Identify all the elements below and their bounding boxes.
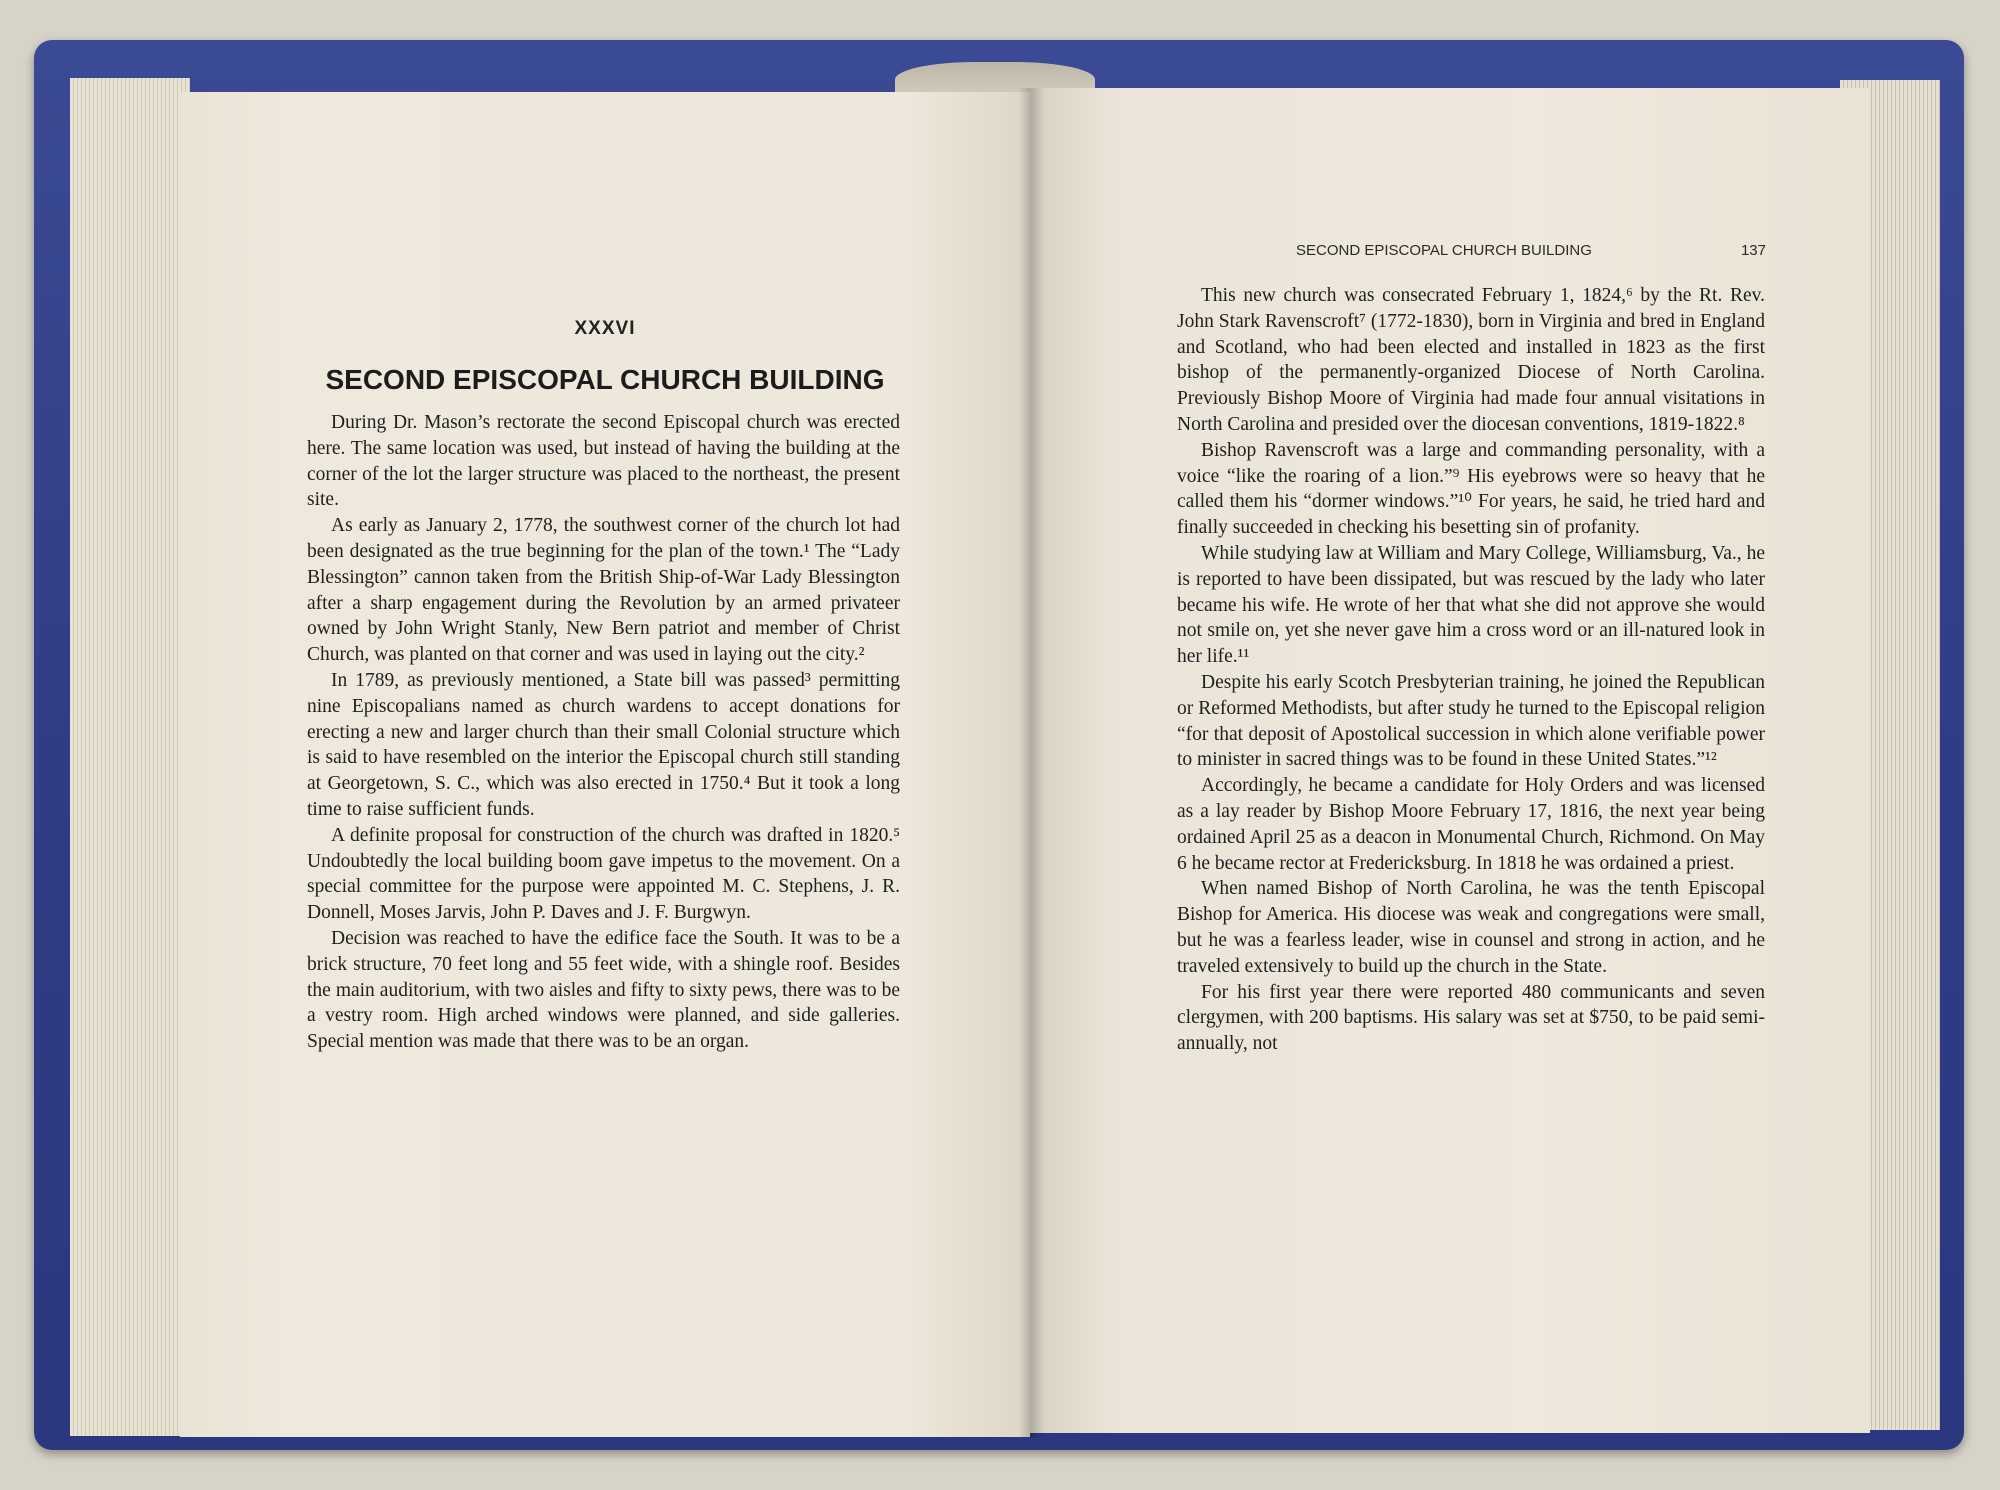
paragraph: While studying law at William and Mary College, Williamsburg, Va., he is reported to have been dissipated, but was rescued by the lady who later became his wife. He wrote of her that what she did not approve she would not smile on, yet she never gave him a cross word or an ill-natured look in her life.¹¹: [1177, 542, 1765, 668]
paragraph: In 1789, as previously mentioned, a State bill was passed³ permitting nine Episcopalians named as church wardens to accept donations for erecting a new and larger church than their small Colonial structure which is said to have resembled on the interior the Episcopal church still standing at Georgetown, S. C., which was also erected in 1750.⁴ But it took a long time to raise sufficient funds.: [307, 669, 900, 820]
gutter-shadow: [1018, 88, 1044, 1438]
chapter-title: SECOND EPISCOPAL CHURCH BUILDING: [325, 364, 885, 395]
paragraph: As early as January 2, 1778, the southwest corner of the church lot had been designated as the true beginning for the plan of the town.¹ The “Lady Blessington” cannon taken from the British Ship-of-War Lady Blessington after a sharp engagement during the Revolution by an armed privateer owned by John Wright Stanly, New Bern patriot and member of Christ Church, was planted on that corner and was used in laying out the city.²: [307, 515, 900, 666]
paragraph: During Dr. Mason’s rectorate the second Episcopal church was erected here. The same location was used, but instead of having the building at the corner of the lot the larger structure was placed to the northeast, the present site.: [307, 412, 900, 511]
paragraph: Despite his early Scotch Presbyterian training, he joined the Republican or Reformed Methodists, but after study he turned to the Episcopal religion “for that deposit of Apostolical succession in which alone verifiable power to minister in sacred things was to be found in these United States.”¹²: [1177, 671, 1765, 771]
right-page-body: [1177, 283, 1765, 1057]
paragraph: Bishop Ravenscroft was a large and commanding personality, with a voice “like the roaring of a lion.”⁹ His eyebrows were so heavy that he called them his “dormer windows.”¹⁰ For years, he said, he tried hard and finally succeeded in checking his besetting sin of profanity.: [1177, 439, 1765, 539]
paragraph: This new church was consecrated February 1, 1824,⁶ by the Rt. Rev. John Stark Ravenscroft⁷ (1772-1830), born in Virginia and bred in England and Scotland, who had been elected and installed in 1823 as the first bishop of the permanently-organized Diocese of North Carolina. Previously Bishop Moore of Virginia had made four annual visitations in North Carolina and presided over the diocesan conventions, 1819-1822.⁸: [1177, 285, 1765, 435]
paragraph: Decision was reached to have the edifice face the South. It was to be a brick structure, 70 feet long and 55 feet wide, with a shingle roof. Besides the main auditorium, with two aisles and fifty to sixty pews, there was to be a vestry room. High arched windows were planned, and side galleries. Special mention was made that there was to be an organ.: [307, 927, 900, 1053]
page-number: 137: [1740, 242, 1766, 259]
running-header: [1296, 242, 1766, 259]
paragraph: A definite proposal for construction of the church was drafted in 1820.⁵ Undoubtedly the local building boom gave impetus to the movement. On a special committee for the purpose were appointed M. C. Stephens, J. R. Donnell, Moses Jarvis, John P. Daves and J. F. Burgwyn.: [307, 824, 900, 924]
page-edges-left: [70, 78, 190, 1436]
running-header-title: SECOND EPISCOPAL CHURCH BUILDING: [1296, 242, 1592, 259]
chapter-number: XXXVI: [574, 318, 636, 339]
paragraph: For his first year there were reported 480 communicants and seven clergymen, with 200 baptisms. His salary was set at $750, to be paid semi-annually, not: [1177, 981, 1765, 1055]
left-page-body: [307, 410, 900, 1055]
paragraph: When named Bishop of North Carolina, he was the tenth Episcopal Bishop for America. His diocese was weak and congregations were small, but he was a fearless leader, wise in counsel and strong in action, and he traveled extensively to build up the church in the State.: [1177, 878, 1765, 977]
paragraph: Accordingly, he became a candidate for Holy Orders and was licensed as a lay reader by Bishop Moore February 17, 1816, the next year being ordained April 25 as a deacon in Monumental Church, Richmond. On May 6 he became rector at Fredericksburg. In 1818 he was ordained a priest.: [1177, 775, 1765, 874]
